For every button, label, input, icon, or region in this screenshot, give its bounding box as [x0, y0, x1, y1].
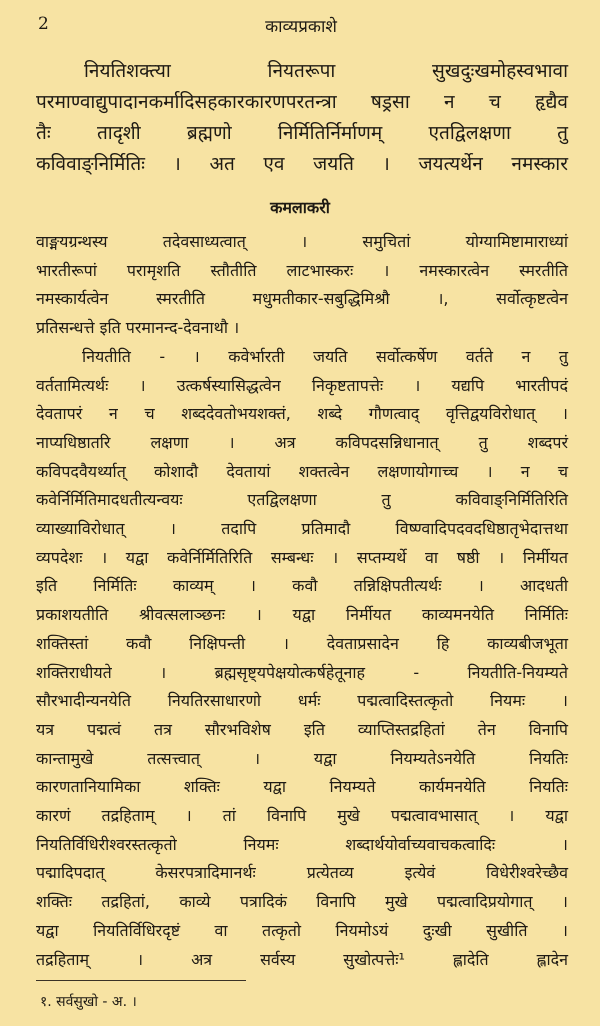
commentary-line: शक्तिराधीयते । ब्रह्मसृष्ट्यपेक्षयोत्कर्षहेतूनाह - नियतीति-नियम्यते	[36, 662, 568, 682]
commentary-line: प्रतिसन्धत्ते इति परमानन्द-देवनाथौ ।	[36, 318, 240, 338]
commentary-line: कारणतानियामिका शक्तिः यद्वा नियम्यते कार्यमनयेति नियतिः	[36, 777, 568, 797]
karika-verse	[36, 56, 568, 180]
commentary-line: यत्र पद्मत्वं तत्र सौरभविशेष इति व्याप्तिस्तद्रहितां तेन विनापि	[36, 719, 568, 739]
footnote: १. सर्वसुखो - अ. ।	[40, 994, 137, 1010]
verse-line: कविवाङ्निर्मितिः । अत एव जयति । जयत्यर्थेन नमस्कार	[36, 153, 568, 175]
footnote-divider	[36, 980, 246, 981]
commentary-line: व्यपदेशः । यद्वा कवेर्निर्मितिरिति सम्बन्धः । सप्तम्यर्थे वा षष्ठी । निर्मीयत	[36, 547, 568, 567]
commentary-line: नाप्यधिष्ठातरि लक्षणा । अत्र कविपदसन्निधानात् तु शब्दपरं	[36, 432, 568, 452]
running-title: काव्यप्रकाशे	[265, 17, 337, 37]
commentary-line: शक्तिः तद्रहितां, काव्ये पत्रादिकं विनापि मुखे पद्मत्वादिप्रयोगात् ।	[36, 892, 568, 912]
commentary-line: नियतिर्विधिरीश्वरस्तत्कृतो नियमः शब्दार्थयोर्वाच्यवाचकत्वादिः ।	[36, 834, 568, 854]
commentary-line: वाङ्मयग्रन्थस्य तदेवसाध्यत्वात् । समुचितां योग्यामिष्टामाराध्यां	[36, 232, 568, 251]
commentary-paragraph	[36, 228, 568, 343]
verse-line: तैः तादृशी ब्रह्मणो निर्मितिर्निर्माणम् एतद्विलक्षणा तु	[36, 122, 568, 144]
commentary-body	[36, 228, 568, 974]
commentary-line: कवेर्निर्मितिमादधतीत्यन्वयः एतद्विलक्षणा तु कविवाङ्निर्मितिरिति	[36, 490, 568, 510]
commentary-line: तद्रहिताम् । अत्र सर्वस्य सुखोत्पत्तेः¹ ह्लादेति ह्लादेन	[36, 949, 568, 969]
commentary-line: पद्मादिपदात् केसरपत्रादिमानर्थः प्रत्येतव्य इत्येवं विधेरीश्वरेच्छैव	[36, 863, 568, 883]
page-number: 2	[38, 14, 49, 34]
commentary-paragraph	[36, 343, 568, 974]
commentary-line: नमस्कार्यत्वेन स्मरतीति मधुमतीकार-सबुद्धिमिश्रौ ।, सर्वोत्कृष्टत्वेन	[36, 289, 568, 309]
verse-line: परमाण्वाद्युपादानकर्मादिसहकारकारणपरतन्त्रा षड्रसा न च हृद्यैव	[36, 91, 568, 113]
commentary-line: कारणं तद्रहिताम् । तां विनापि मुखे पद्मत्वावभासात् । यद्वा	[36, 806, 568, 826]
commentary-title: कमलाकरी	[270, 198, 330, 217]
commentary-line: इति निर्मितिः काव्यम् । कवौ तन्निक्षिपतीत्यर्थः । आदधती	[36, 576, 568, 596]
commentary-line: प्रकाशयतीति श्रीवत्सलाञ्छनः । यद्वा निर्मीयत काव्यमनयेति निर्मितिः	[36, 605, 568, 625]
commentary-line: नियतीति - । कवेर्भारती जयति सर्वोत्कर्षेण वर्तते न तु	[82, 346, 568, 366]
commentary-line: कविपदवैयर्थ्यात् कोशादौ देवतायां शक्तत्वेन लक्षणायोगाच्च । न च	[36, 461, 568, 481]
commentary-line: देवतापरं न च शब्ददेवतोभयशक्तं, शब्दे गौणत्वाद् वृत्तिद्वयविरोधात् ।	[36, 404, 568, 424]
commentary-line: व्याख्याविरोधात् । तदापि प्रतिमादौ विष्ण्वादिपदवदधिष्ठातृभेदात्तथा	[36, 519, 568, 539]
commentary-line: शक्तिस्तां कवौ निक्षिपन्ती । देवताप्रसादेन हि काव्यबीजभूता	[36, 633, 568, 653]
commentary-line: यद्वा नियतिर्विधिरदृष्टं वा तत्कृतो नियमोऽयं दुःखी सुखीति ।	[36, 920, 568, 940]
commentary-line: सौरभादीन्यनयेति नियतिरसाधारणो धर्मः पद्मत्वादिस्तत्कृतो नियमः ।	[36, 691, 568, 711]
commentary-line: भारतीरूपां परामृशति स्तौतीति लाटभास्करः । नमस्कारत्वेन स्मरतीति	[36, 260, 568, 280]
verse-line: नियतिशक्त्या नियतरूपा सुखदुःखमोहस्वभावा	[84, 60, 568, 82]
commentary-line: कान्तामुखे तत्सत्त्वात् । यद्वा नियम्यतेऽनयेति नियतिः	[36, 748, 568, 768]
commentary-line: वर्ततामित्यर्थः । उत्कर्षस्यासिद्धत्वेन निकृष्टतापत्तेः । यद्यपि भारतीपदं	[36, 375, 568, 395]
page-header	[38, 14, 564, 40]
